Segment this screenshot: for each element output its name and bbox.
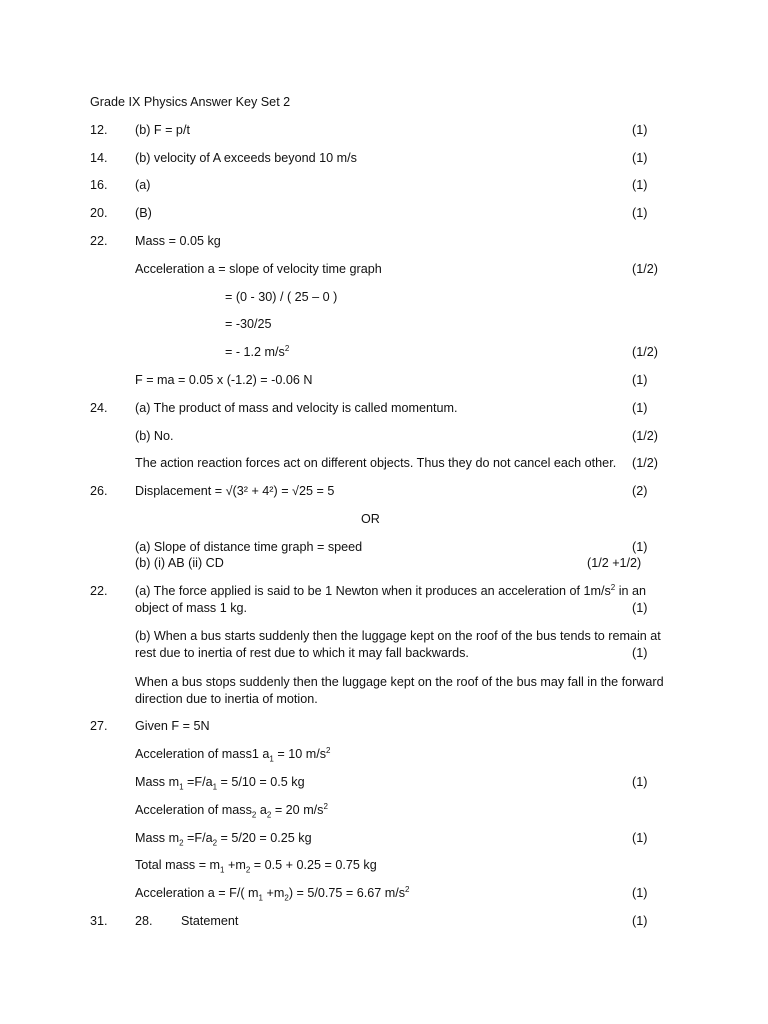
question-number: 24.: [90, 401, 108, 415]
marks: (1): [632, 886, 648, 900]
marks: (1): [632, 123, 648, 137]
question-number: 12.: [90, 123, 108, 137]
question-number: 20.: [90, 206, 108, 220]
question-number: 31.: [90, 914, 108, 928]
marks: (1/2): [632, 456, 658, 470]
answer-text: Acceleration a = F/( $m_1 +m_2) = 5/0.75 = 6.67$ $m/s^2$: [135, 884, 410, 903]
answer-text: (a) The product of mass and velocity is called momentum.: [135, 401, 458, 415]
answer-text: Displacement = √(3² + 4²) = √25 = 5: [135, 484, 335, 498]
marks: (1/2): [632, 262, 658, 276]
answer-text: Mass = 0.05 kg: [135, 234, 221, 248]
answer-text: (b) F = p/t: [135, 123, 190, 137]
answer-text: (B): [135, 206, 152, 220]
question-number: 27.: [90, 719, 108, 733]
marks: (1): [632, 646, 648, 660]
answer-text: (b) velocity of A exceeds beyond 10 m/s: [135, 151, 357, 165]
marks: (1): [632, 151, 648, 165]
sub-question-number: 28.: [135, 914, 153, 928]
answer-text: Mass $m_2 =F/a_2 = 5/20 = 0.25$ kg: [135, 831, 312, 848]
marks: (1): [632, 601, 648, 615]
question-number: 22.: [90, 584, 108, 598]
answer-text: The action reaction forces act on different objects. Thus they do not cancel each other.: [135, 456, 617, 470]
answer-text: Acceleration of mass$_2$ $a_2 = 20$ $m/s^2$: [135, 801, 328, 820]
question-number: 14.: [90, 151, 108, 165]
marks: (1): [632, 401, 648, 415]
answer-text: F = ma = 0.05 x (-1.2) = -0.06 N: [135, 373, 313, 387]
marks: (1): [632, 914, 648, 928]
calculation-step: = (0 - 30) / ( 25 – 0 ): [225, 290, 338, 304]
answer-paragraph: When a bus stops suddenly then the luggage kept on the roof of the bus may fall in the forward direction due to inertia of motion.: [135, 675, 664, 706]
answer-text: Acceleration a = slope of velocity time graph: [135, 262, 382, 276]
answer-paragraph: (a) The force applied is said to be 1 Newton when it produces an acceleration of $1m/s^2$ in an object of mass 1 kg. (1): [135, 582, 648, 615]
marks: (1/2 +1/2): [587, 556, 642, 570]
marks: (1/2): [632, 429, 658, 443]
calculation-step: = -30/25: [225, 317, 272, 331]
marks: (1/2): [632, 345, 658, 359]
answer-text: Total mass = $m_1 +m_2 = 0.5 + 0.25 = 0.75$ kg: [135, 858, 377, 875]
marks: (1): [632, 831, 648, 845]
document-title: Grade IX Physics Answer Key Set 2: [90, 95, 291, 109]
answer-text: (b) No.: [135, 429, 174, 443]
calculation-step: = - 1.2 $m/s^2$: [225, 343, 290, 359]
marks: (1): [632, 540, 648, 554]
answer-text: Statement: [181, 914, 239, 928]
answer-paragraph: (b) When a bus starts suddenly then the luggage kept on the roof of the bus tends to remain at rest due to inertia of rest due to which it may fall backwards. (1): [135, 629, 661, 660]
marks: (2): [632, 484, 648, 498]
question-number: 16.: [90, 178, 108, 192]
marks: (1): [632, 206, 648, 220]
question-number: 22.: [90, 234, 108, 248]
answer-text: (a) Slope of distance time graph = speed: [135, 540, 363, 554]
answer-text: Given F = 5N: [135, 719, 210, 733]
or-separator: OR: [361, 512, 380, 526]
marks: (1): [632, 775, 648, 789]
answer-text: Mass $m_1 =F/a_1 = 5/10 = 0.5$ kg: [135, 775, 305, 792]
marks: (1): [632, 373, 648, 387]
marks: (1): [632, 178, 648, 192]
answer-text: Acceleration of mass1 $a_1 = 10$ $m/s^2$: [135, 745, 331, 764]
answer-text: (a): [135, 178, 151, 192]
question-number: 26.: [90, 484, 108, 498]
answer-text: (b) (i) AB (ii) CD: [135, 556, 224, 570]
